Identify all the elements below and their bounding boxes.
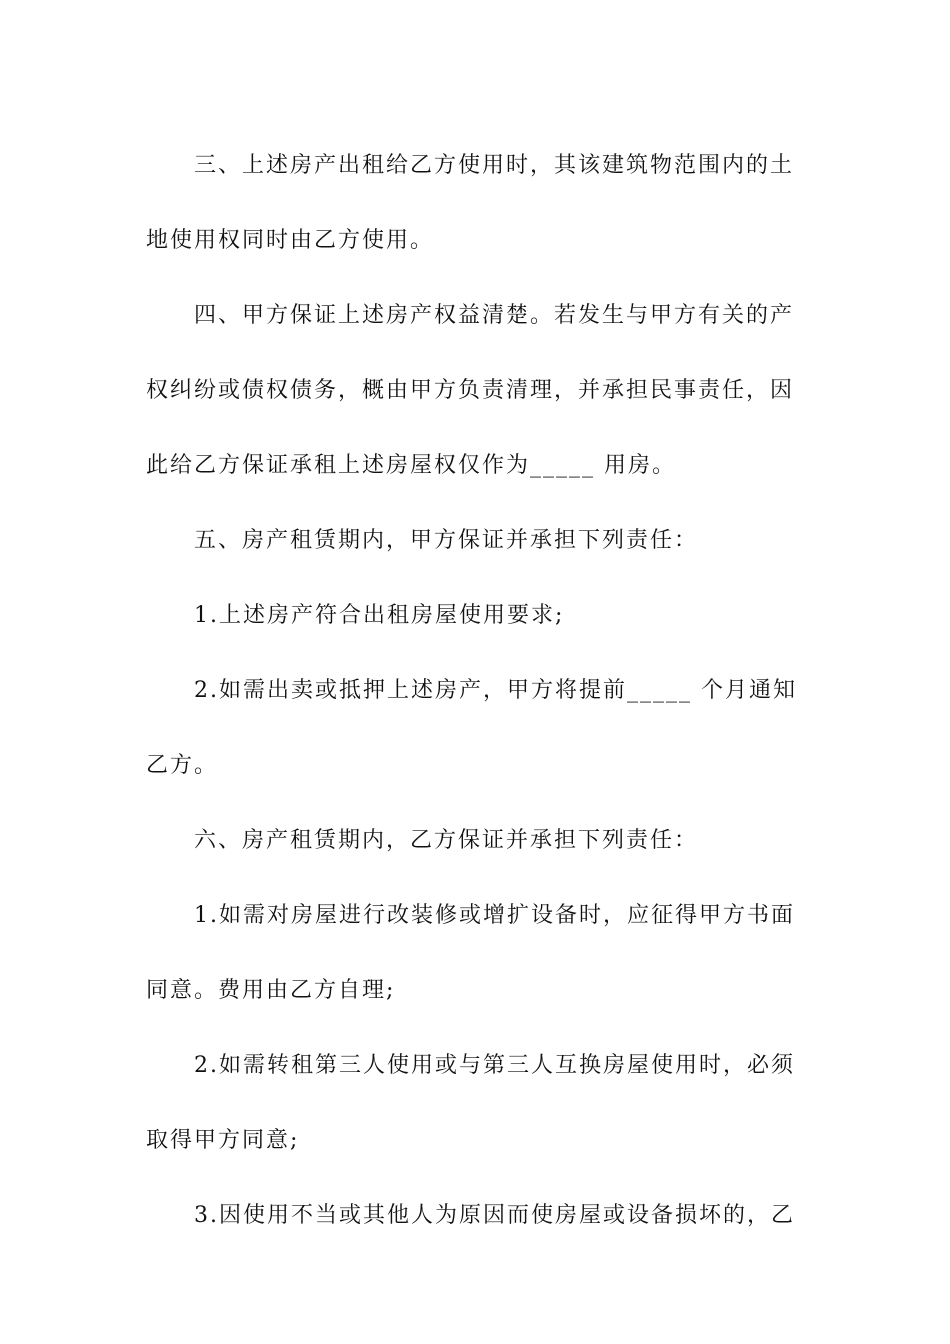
- clause-3-line-2: 地使用权同时由乙方使用。: [146, 228, 435, 253]
- contract-text-body: [146, 128, 808, 1253]
- clause-5-item-1: [146, 578, 808, 653]
- clause-6-item-2: [146, 1028, 808, 1178]
- clause-6-item-2-line-2: 取得甲方同意;: [146, 1128, 300, 1153]
- clause-5-item-2-line-1: 2.如需出卖或抵押上述房产，甲方将提前_____ 个月通知: [194, 678, 797, 703]
- clause-5-heading: [146, 503, 808, 578]
- clause-5-item-2: [146, 653, 808, 803]
- clause-5-line-1: 五、房产租赁期内，甲方保证并承担下列责任：: [194, 528, 699, 553]
- clause-6-item-2-line-1: 2.如需转租第三人使用或与第三人互换房屋使用时，必须: [194, 1053, 795, 1078]
- clause-4-line-2: 权纠纷或债权债务，概由甲方负责清理，并承担民事责任，因: [146, 378, 795, 403]
- clause-3-line-1: 三、上述房产出租给乙方使用时，其该建筑物范围内的土: [194, 153, 795, 178]
- clause-6-item-3-line-1: 3.因使用不当或其他人为原因而使房屋或设备损坏的，乙: [194, 1203, 795, 1228]
- clause-6-heading: [146, 803, 808, 878]
- clause-6-item-3: [146, 1178, 808, 1253]
- clause-3-paragraph: [146, 128, 808, 278]
- clause-4-line-1: 四、甲方保证上述房产权益清楚。若发生与甲方有关的产: [194, 303, 795, 328]
- clause-5-item-2-line-2: 乙方。: [146, 753, 219, 778]
- clause-4-paragraph: [146, 278, 808, 503]
- clause-6-item-1-line-1: 1.如需对房屋进行改装修或增扩设备时，应征得甲方书面: [194, 903, 795, 928]
- clause-4-line-3: 此给乙方保证承租上述房屋权仅作为_____ 用房。: [146, 453, 676, 478]
- clause-6-item-1: [146, 878, 808, 1028]
- clause-5-item-1-line-1: 1.上述房产符合出租房屋使用要求;: [194, 603, 565, 628]
- clause-6-item-1-line-2: 同意。费用由乙方自理;: [146, 978, 396, 1003]
- clause-6-line-1: 六、房产租赁期内，乙方保证并承担下列责任：: [194, 828, 699, 853]
